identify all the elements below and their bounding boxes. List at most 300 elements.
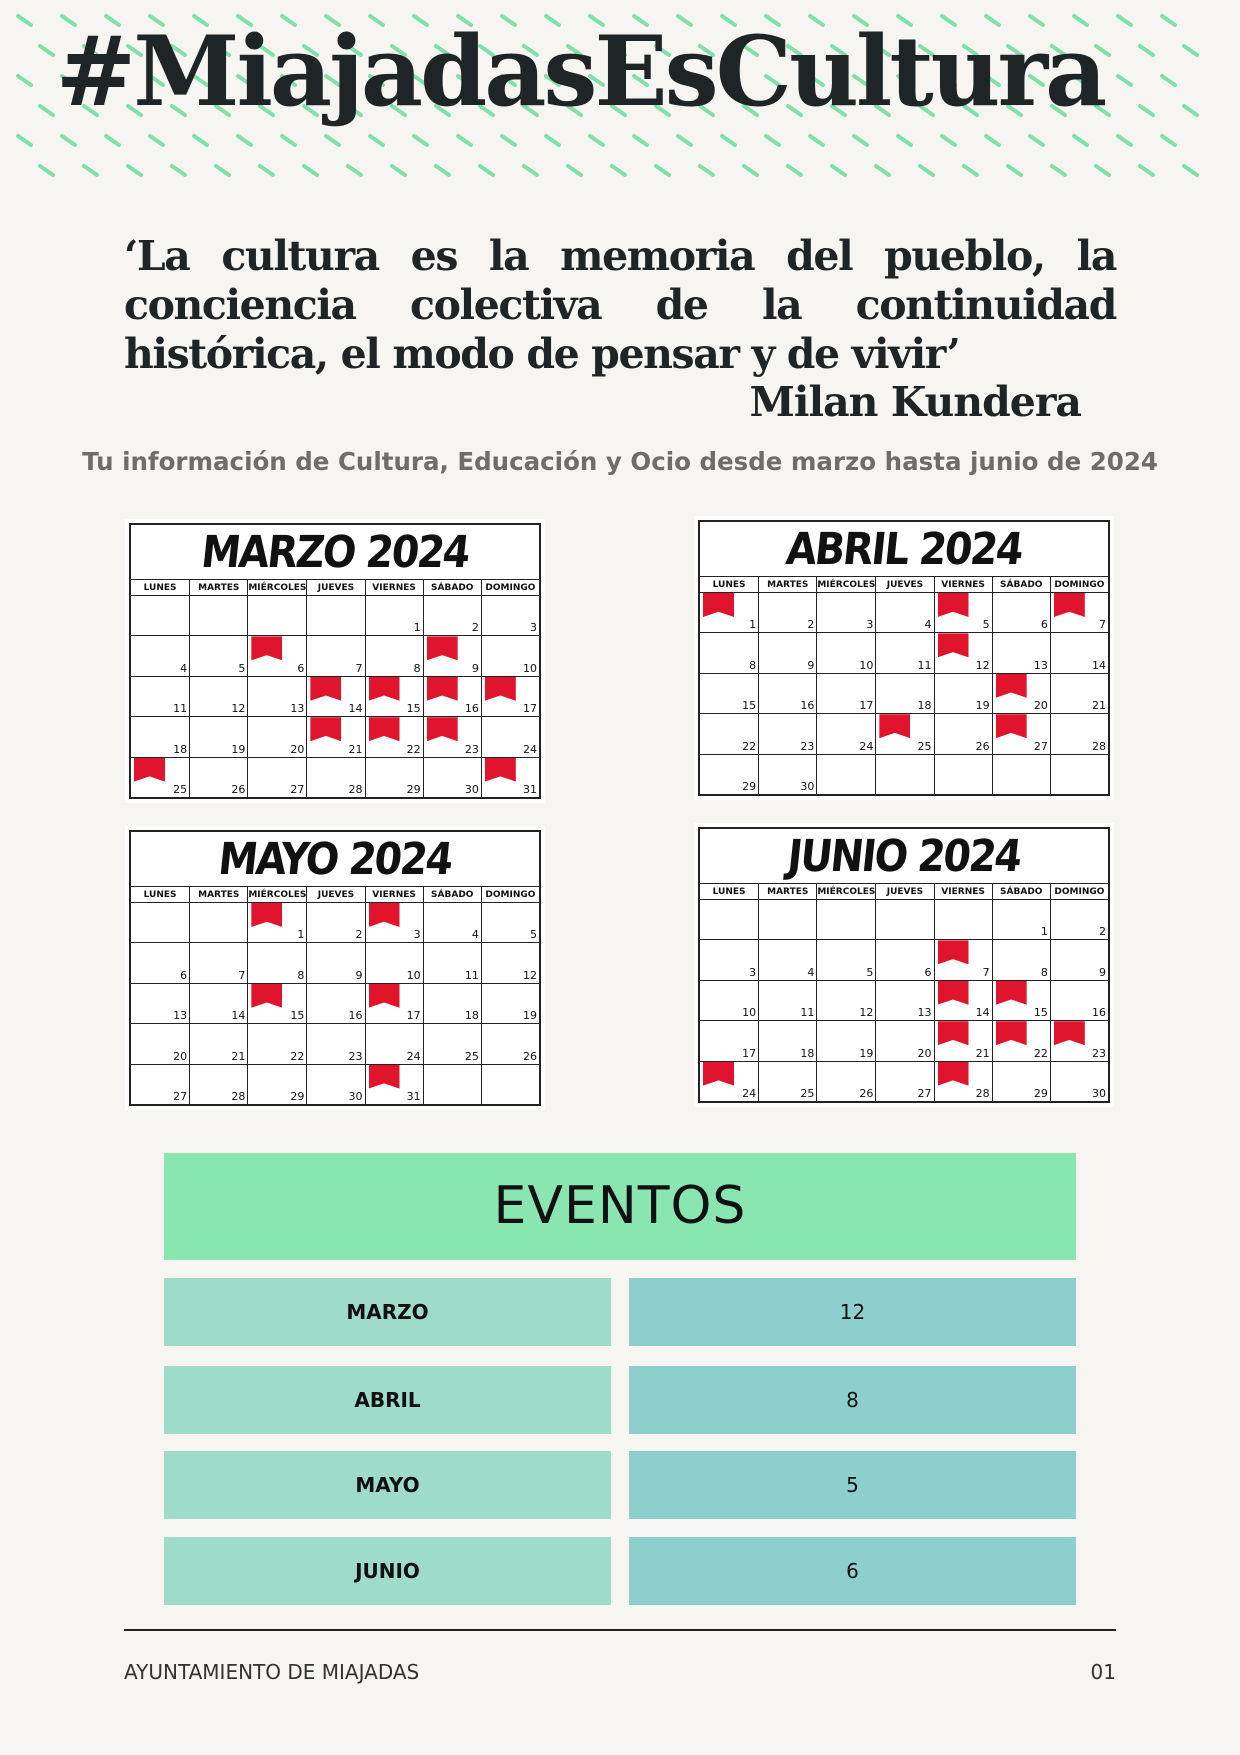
calendar-day-cell [816, 754, 875, 794]
footer-divider [124, 1629, 1116, 1631]
day-number: 9 [355, 968, 363, 982]
dash-mark [876, 166, 889, 175]
day-number: 5 [238, 661, 246, 675]
day-number: 3 [749, 965, 757, 979]
day-number: 26 [859, 1087, 874, 1100]
day-number: 6 [297, 661, 305, 675]
day-number: 21 [975, 1046, 990, 1060]
calendar-day-cell [758, 899, 816, 939]
dash-mark [986, 136, 999, 145]
event-flag-icon [996, 981, 1027, 1005]
calendar-day-cell [306, 1023, 364, 1063]
calendar-day-cell [481, 757, 539, 797]
day-number: 9 [1099, 965, 1106, 979]
day-name: DOMINGO [1050, 883, 1108, 900]
events-month-abril: ABRIL [164, 1366, 611, 1434]
dash-mark [1096, 166, 1109, 175]
calendar-day-cell [423, 757, 481, 797]
calendar-day-cell [131, 1023, 189, 1063]
event-flag-icon [938, 633, 969, 657]
dash-mark [194, 136, 207, 145]
calendar-day-cell [365, 635, 423, 675]
calendar-day-cell [1050, 1020, 1108, 1060]
day-number: 1 [1040, 925, 1048, 939]
event-flag-icon [134, 758, 165, 782]
dash-mark [392, 166, 405, 175]
subtitle: Tu información de Cultura, Educación y Ocio desde marzo hasta junio de 2024 [82, 447, 1158, 476]
calendar-day-cell [816, 592, 875, 632]
dash-mark [546, 136, 559, 145]
events-month-mayo: MAYO [164, 1451, 611, 1519]
day-number: 4 [180, 661, 188, 675]
day-number: 30 [1092, 1087, 1106, 1100]
calendar-day-cell [306, 902, 364, 942]
day-number: 19 [975, 699, 990, 713]
day-number: 26 [523, 1049, 537, 1063]
calendar-day-cell [816, 980, 875, 1020]
calendar-day-cell [758, 632, 816, 672]
calendar-day-cell [816, 1061, 875, 1101]
day-number: 15 [1033, 1006, 1048, 1020]
day-number: 14 [348, 702, 363, 716]
day-number: 10 [523, 661, 537, 675]
calendar-day-cell [189, 716, 247, 756]
calendar-mayo [125, 826, 545, 1110]
day-number: 24 [742, 1087, 757, 1100]
dash-mark [766, 136, 779, 145]
calendar-day-cell [875, 713, 933, 753]
dash-mark [1030, 136, 1043, 145]
dash-mark [898, 136, 911, 145]
dash-mark [414, 136, 427, 145]
calendar-day-cell [758, 713, 816, 753]
calendar-day-cell [758, 754, 816, 794]
calendar-day-cell [247, 902, 306, 942]
day-name: MIÉRCOLES [816, 576, 875, 593]
event-flag-icon [427, 677, 458, 701]
calendar-day-cell [700, 1061, 758, 1101]
calendar-day-cell [758, 980, 816, 1020]
day-number: 6 [1040, 618, 1048, 632]
day-name: MIÉRCOLES [816, 883, 875, 900]
calendar-day-cell [481, 676, 539, 716]
event-flag-icon [938, 593, 969, 617]
calendar-junio [694, 823, 1114, 1107]
day-number: 12 [523, 968, 537, 982]
event-flag-icon [369, 903, 400, 927]
calendar-day-cell [481, 1023, 539, 1063]
day-number: 9 [807, 658, 815, 672]
calendar-day-cell [131, 676, 189, 716]
day-name: MIÉRCOLES [247, 886, 306, 903]
day-number: 6 [180, 968, 188, 982]
calendar-day-cell [247, 757, 306, 797]
event-flag-icon [251, 903, 282, 927]
calendar-day-cell [992, 632, 1050, 672]
calendar-day-cell [189, 676, 247, 716]
calendar-day-cell [423, 942, 481, 982]
calendar-day-cell [1050, 673, 1108, 713]
day-name: DOMINGO [481, 579, 539, 596]
calendar-title: MAYO 2024 [216, 834, 454, 885]
day-number: 11 [464, 968, 479, 982]
dash-mark [634, 136, 647, 145]
calendar-day-cell [247, 983, 306, 1023]
day-number: 29 [406, 783, 421, 796]
calendar-day-cell [131, 635, 189, 675]
day-number: 12 [975, 658, 990, 672]
calendar-day-cell [758, 1061, 816, 1101]
calendar-title: MARZO 2024 [198, 527, 472, 578]
calendar-day-cell [758, 592, 816, 632]
event-flag-icon [369, 1065, 400, 1089]
event-flag-icon [996, 714, 1027, 738]
dash-mark [62, 136, 75, 145]
day-number: 23 [348, 1049, 363, 1063]
day-number: 2 [355, 928, 363, 942]
calendar-day-cell [189, 757, 247, 797]
dash-mark [568, 166, 581, 175]
dash-mark [1118, 136, 1131, 145]
day-number: 21 [231, 1049, 246, 1063]
day-number: 7 [355, 661, 363, 675]
calendar-day-cell [934, 673, 992, 713]
event-flag-icon [369, 717, 400, 741]
calendar-day-cell [306, 716, 364, 756]
calendar-day-cell [247, 635, 306, 675]
day-number: 24 [406, 1049, 421, 1063]
dash-mark [282, 136, 295, 145]
calendar-day-cell [423, 676, 481, 716]
day-number: 4 [807, 965, 815, 979]
calendar-day-cell [875, 1061, 933, 1101]
day-number: 22 [406, 742, 421, 756]
day-number: 3 [413, 928, 421, 942]
event-flag-icon [369, 677, 400, 701]
calendar-day-cell [875, 632, 933, 672]
events-count-marzo: 12 [629, 1278, 1076, 1346]
day-number: 29 [742, 780, 757, 793]
calendar-day-cell [934, 754, 992, 794]
calendar-day-cell [875, 1020, 933, 1060]
day-name: LUNES [700, 576, 758, 593]
day-number: 19 [231, 742, 246, 756]
day-number: 7 [1099, 618, 1106, 632]
calendar-day-cell [131, 942, 189, 982]
day-name: MARTES [189, 579, 247, 596]
calendar-day-cell [189, 595, 247, 635]
event-flag-icon [938, 1021, 969, 1045]
dash-mark [458, 136, 471, 145]
day-number: 10 [742, 1006, 757, 1020]
calendar-day-cell [481, 635, 539, 675]
calendar-day-cell [365, 676, 423, 716]
event-flag-icon [1054, 1021, 1085, 1045]
dash-mark [1162, 16, 1175, 25]
calendar-day-cell [992, 899, 1050, 939]
day-number: 29 [290, 1090, 305, 1103]
calendar-day-cell [365, 942, 423, 982]
dash-mark [1008, 166, 1021, 175]
dash-mark [150, 136, 163, 145]
event-flag-icon [427, 717, 458, 741]
day-number: 9 [471, 661, 479, 675]
dash-mark [260, 166, 273, 175]
calendar-day-cell [1050, 899, 1108, 939]
calendar-day-cell [1050, 939, 1108, 979]
events-month-junio: JUNIO [164, 1537, 611, 1605]
day-number: 31 [523, 783, 537, 796]
page-number: 01 [1090, 1660, 1116, 1684]
day-number: 7 [238, 968, 246, 982]
calendar-day-cell [189, 1064, 247, 1104]
event-flag-icon [703, 1062, 734, 1086]
dash-mark [436, 166, 449, 175]
calendar-day-cell [131, 1064, 189, 1104]
calendar-day-cell [481, 942, 539, 982]
dash-mark [1184, 166, 1197, 175]
event-flag-icon [427, 636, 458, 660]
day-number: 17 [742, 1046, 757, 1060]
day-number: 16 [464, 702, 479, 716]
dash-mark [1074, 136, 1087, 145]
day-name: SÁBADO [423, 579, 481, 596]
calendar-day-cell [992, 592, 1050, 632]
calendar-day-cell [934, 899, 992, 939]
day-name: JUEVES [875, 883, 933, 900]
day-number: 15 [290, 1009, 305, 1023]
day-name: MARTES [189, 886, 247, 903]
calendar-day-cell [816, 713, 875, 753]
day-number: 30 [464, 783, 479, 796]
calendar-day-cell [934, 592, 992, 632]
dash-mark [326, 136, 339, 145]
calendar-day-cell [189, 635, 247, 675]
event-flag-icon [485, 677, 516, 701]
day-number: 19 [523, 1009, 537, 1023]
calendar-day-cell [700, 592, 758, 632]
dash-mark [1052, 166, 1065, 175]
calendar-day-cell [875, 899, 933, 939]
calendar-day-cell [992, 713, 1050, 753]
day-name: VIERNES [365, 886, 423, 903]
dash-mark [216, 166, 229, 175]
calendar-day-cell [1050, 1061, 1108, 1101]
calendar-day-cell [247, 942, 306, 982]
dash-mark [370, 136, 383, 145]
calendar-day-cell [1050, 713, 1108, 753]
calendar-day-cell [992, 939, 1050, 979]
events-month-marzo: MARZO [164, 1278, 611, 1346]
calendar-day-cell [131, 595, 189, 635]
calendar-day-cell [816, 939, 875, 979]
event-flag-icon [996, 674, 1027, 698]
day-number: 26 [975, 739, 990, 753]
day-name: MARTES [758, 576, 816, 593]
day-number: 30 [348, 1090, 363, 1103]
calendar-day-cell [1050, 632, 1108, 672]
dash-mark [1184, 46, 1197, 55]
day-name: MIÉRCOLES [247, 579, 306, 596]
event-flag-icon [310, 677, 341, 701]
calendar-day-cell [423, 983, 481, 1023]
calendar-marzo [125, 519, 545, 803]
day-number: 14 [231, 1009, 246, 1023]
day-number: 23 [800, 739, 815, 753]
calendar-day-cell [423, 595, 481, 635]
day-name: JUEVES [875, 576, 933, 593]
calendar-day-cell [700, 899, 758, 939]
calendar-day-cell [189, 983, 247, 1023]
calendar-day-cell [700, 632, 758, 672]
dash-mark [612, 166, 625, 175]
calendar-day-cell [875, 939, 933, 979]
day-number: 5 [866, 965, 874, 979]
event-flag-icon [938, 981, 969, 1005]
day-number: 31 [406, 1090, 421, 1103]
day-number: 16 [800, 699, 815, 713]
calendar-day-cell [306, 1064, 364, 1104]
day-number: 13 [173, 1009, 188, 1023]
events-count-abril: 8 [629, 1366, 1076, 1434]
dash-mark [40, 166, 53, 175]
calendar-day-cell [423, 1064, 481, 1104]
day-number: 27 [290, 783, 305, 796]
calendar-day-cell [306, 595, 364, 635]
event-flag-icon [485, 758, 516, 782]
calendar-day-cell [992, 980, 1050, 1020]
calendar-day-cell [247, 595, 306, 635]
day-number: 21 [348, 742, 363, 756]
calendar-day-cell [700, 673, 758, 713]
day-number: 3 [866, 618, 874, 632]
calendar-day-cell [306, 676, 364, 716]
events-count-junio: 6 [629, 1537, 1076, 1605]
day-name: VIERNES [934, 576, 992, 593]
dash-mark [832, 166, 845, 175]
day-number: 22 [742, 739, 757, 753]
day-number: 20 [1033, 699, 1048, 713]
day-name: DOMINGO [481, 886, 539, 903]
page-title: #MiajadasEsCultura [55, 15, 1105, 128]
calendar-day-cell [934, 1020, 992, 1060]
calendar-day-cell [875, 673, 933, 713]
day-name: SÁBADO [992, 576, 1050, 593]
calendar-day-cell [365, 983, 423, 1023]
calendar-day-cell [365, 1023, 423, 1063]
day-name: VIERNES [934, 883, 992, 900]
calendar-day-cell [816, 673, 875, 713]
calendar-day-cell [306, 942, 364, 982]
day-number: 6 [924, 965, 932, 979]
event-flag-icon [1054, 593, 1085, 617]
calendar-day-cell [934, 713, 992, 753]
dash-mark [304, 166, 317, 175]
day-number: 17 [523, 702, 537, 716]
dash-mark [480, 166, 493, 175]
dash-mark [810, 136, 823, 145]
day-number: 16 [348, 1009, 363, 1023]
event-flag-icon [369, 984, 400, 1008]
calendar-day-cell [423, 716, 481, 756]
dash-mark [920, 166, 933, 175]
event-flag-icon [879, 714, 910, 738]
day-number: 27 [917, 1087, 932, 1100]
day-number: 18 [917, 699, 932, 713]
day-number: 1 [297, 928, 305, 942]
dash-mark [1140, 166, 1153, 175]
day-name: LUNES [131, 579, 189, 596]
day-number: 5 [530, 928, 537, 942]
calendar-day-cell [875, 980, 933, 1020]
day-number: 4 [924, 618, 932, 632]
calendar-day-cell [875, 754, 933, 794]
calendar-abril [694, 516, 1114, 800]
calendar-day-cell [992, 1061, 1050, 1101]
calendar-day-cell [131, 757, 189, 797]
day-number: 14 [975, 1006, 990, 1020]
day-number: 8 [297, 968, 305, 982]
calendar-day-cell [700, 939, 758, 979]
calendar-day-cell [1050, 592, 1108, 632]
calendar-day-cell [247, 716, 306, 756]
calendar-day-cell [131, 902, 189, 942]
dash-mark [172, 166, 185, 175]
day-number: 3 [530, 621, 537, 635]
day-number: 27 [1033, 739, 1048, 753]
day-name: VIERNES [365, 579, 423, 596]
dash-mark [964, 166, 977, 175]
day-number: 19 [859, 1046, 874, 1060]
day-number: 25 [800, 1087, 815, 1100]
event-flag-icon [938, 940, 969, 964]
day-number: 8 [749, 658, 757, 672]
calendar-day-cell [816, 899, 875, 939]
day-number: 20 [290, 742, 305, 756]
calendar-day-cell [423, 902, 481, 942]
calendar-day-cell [816, 1020, 875, 1060]
calendar-day-cell [365, 902, 423, 942]
calendar-day-cell [365, 595, 423, 635]
calendar-day-cell [247, 1023, 306, 1063]
calendar-day-cell [131, 983, 189, 1023]
calendar-day-cell [992, 673, 1050, 713]
day-number: 13 [917, 1006, 932, 1020]
dash-mark [84, 166, 97, 175]
dash-mark [1184, 106, 1197, 115]
calendar-day-cell [365, 757, 423, 797]
day-number: 20 [173, 1049, 188, 1063]
day-number: 23 [464, 742, 479, 756]
events-title: EVENTOS [164, 1153, 1076, 1260]
calendar-day-cell [700, 1020, 758, 1060]
calendar-day-cell [306, 757, 364, 797]
dash-mark [678, 136, 691, 145]
calendar-day-cell [758, 673, 816, 713]
day-name: SÁBADO [423, 886, 481, 903]
day-number: 2 [1099, 925, 1106, 939]
calendar-day-cell [481, 902, 539, 942]
calendar-day-cell [189, 1023, 247, 1063]
day-number: 2 [807, 618, 815, 632]
dash-mark [502, 136, 515, 145]
day-number: 5 [982, 618, 990, 632]
day-number: 22 [1033, 1046, 1048, 1060]
dash-mark [590, 136, 603, 145]
calendar-day-cell [481, 716, 539, 756]
day-number: 16 [1092, 1006, 1106, 1020]
calendar-day-cell [365, 716, 423, 756]
